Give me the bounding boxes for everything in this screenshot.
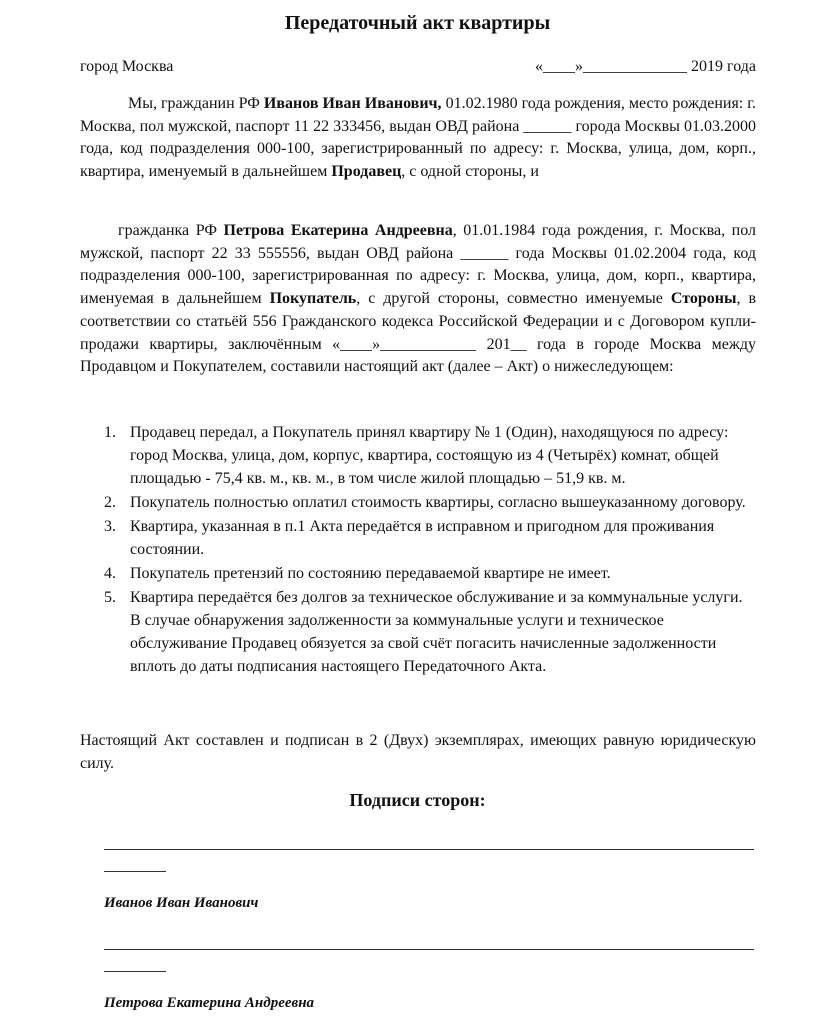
buyer-signature-name: Петрова Екатерина Андреевна — [104, 995, 315, 1011]
city-label: город Москва — [80, 58, 174, 75]
party2-ending: , в соответствии со статьёй 556 Гражданского кодекса Российской Федерации и с Договором купли-продажи квартиры, заключённым «____»____________ 201__ года в городе Москва между Продавцом и Покупателем, составили настоящий акт (далее – Акт) о нижеследующем: — [80, 290, 757, 376]
list-item-number: 4. — [104, 565, 116, 582]
seller-signature-line — [104, 849, 754, 850]
party2-paragraph — [80, 220, 756, 379]
buyer-signature-line — [104, 949, 754, 950]
signatures-title: Подписи сторон: — [349, 790, 486, 810]
party2-role: Покупатель — [269, 290, 357, 308]
list-item-text: Продавец передал, а Покупатель принял квартиру № 1 (Один), находящуюся по адресу: город Москва, улица, дом, корпус, квартира, состоящую из 4 (Четырёх) комнат, общей площадью - 75,4 кв. м., кв. м., в том числе жилой площадью – 51,9 кв. м. — [130, 424, 729, 487]
list-item-text: Покупатель полностью оплатил стоимость квартиры, согласно вышеуказанному договору. — [130, 494, 746, 511]
list-item-number: 5. — [104, 589, 116, 606]
party1-name: Иванов Иван Иванович, — [263, 95, 442, 112]
party2-middle: , с другой стороны, совместно именуемые — [356, 290, 671, 308]
date-label: «____»_____________ 2019 года — [535, 58, 756, 75]
list-item — [80, 586, 756, 678]
document-title: Передаточный акт квартиры — [284, 12, 551, 34]
party1-intro: Мы, гражданин РФ — [128, 95, 264, 112]
party1-ending: , с одной стороны, и — [401, 163, 539, 181]
party2-details: , 01.01.1984 года рождения, г. Москва, пол мужской, паспорт 22 33 555556, выдан ОВД района ______ года Москвы 01.02.2004 года, код подразделения 000-100, зарегистрированная по адресу: г. Москва, улица, дом, корп., квартира, именуемая в дальнейшем — [80, 222, 757, 308]
list-item — [80, 562, 756, 585]
list-item-text: Покупатель претензий по состоянию передаваемой квартире не имеет. — [130, 565, 611, 582]
buyer-signature-line-short — [104, 971, 166, 972]
seller-signature-name: Иванов Иван Иванович — [104, 895, 259, 911]
party2-intro: гражданка РФ — [118, 222, 224, 239]
party1-paragraph — [80, 93, 756, 184]
list-item-number: 2. — [104, 494, 116, 511]
list-item — [80, 421, 756, 490]
list-item-text: Квартира передаётся без долгов за техническое обслуживание и за коммунальные услуги. В случае обнаружения задолженности за коммунальные услуги и техническое обслуживание Продавец обязуется за свой счёт погасить начисленные задолженности вплоть до даты подписания настоящего Передаточного Акта. — [130, 589, 743, 675]
list-item — [80, 491, 756, 514]
parties-word: Стороны — [670, 290, 737, 308]
party1-details: 01.02.1980 года рождения, место рождения: г. Москва, пол мужской, паспорт 11 22 333456, выдан ОВД района ______ города Москвы 01.03.2000 года, код подразделения 000-100, зарегистрированный по адресу: г. Москва, улица, дом, корп., квартира, именуемый в дальнейшем — [80, 95, 757, 181]
list-item-number: 1. — [104, 424, 116, 441]
seller-signature-line-short — [104, 871, 166, 872]
closing-paragraph: Настоящий Акт составлен и подписан в 2 (Двух) экземплярах, имеющих равную юридическую силу. — [80, 732, 756, 772]
list-item-number: 3. — [104, 518, 116, 535]
list-item-text: Квартира, указанная в п.1 Акта передаётся в исправном и пригодном для проживания состоянии. — [130, 518, 715, 558]
party2-name: Петрова Екатерина Андреевна — [223, 222, 453, 239]
terms-list — [80, 421, 756, 679]
party1-role: Продавец — [331, 163, 402, 181]
list-item — [80, 515, 756, 561]
